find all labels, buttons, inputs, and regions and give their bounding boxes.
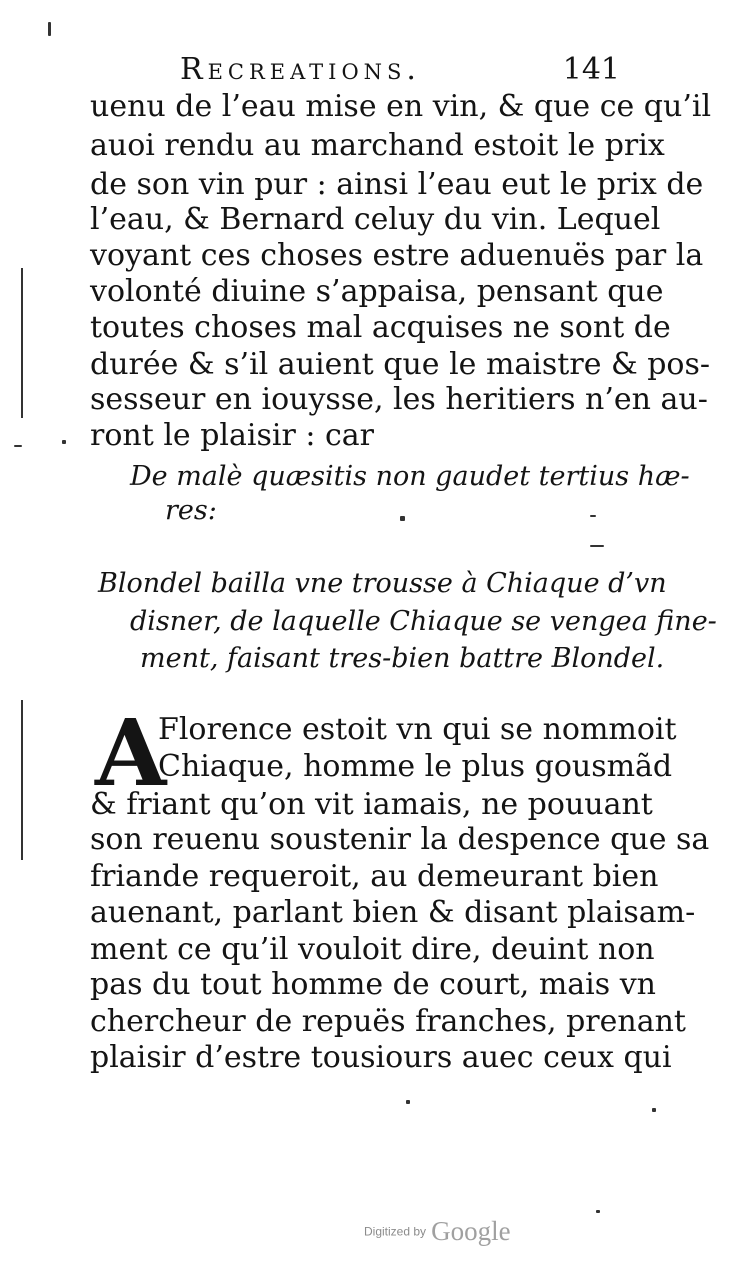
- scan-speck: [652, 1108, 656, 1112]
- text-line: ment ce qu’il vouloit dire, deuint non: [90, 932, 655, 967]
- text-line: volonté diuine s’appaisa, pensant que: [90, 274, 664, 309]
- latin-quote-line: De malè quæsitis non gaudet tertius hæ-: [130, 461, 690, 492]
- text-line: toutes choses mal acquises ne sont de: [90, 310, 671, 345]
- google-wordmark: Google: [431, 1216, 511, 1246]
- text-line: Chiaque, homme le plus gousmãd: [158, 749, 673, 784]
- chapter-heading-line: ment, faisant tres-bien battre Blondel.: [140, 643, 665, 674]
- digitization-watermark: [364, 1216, 511, 1247]
- page-number: 141: [562, 52, 620, 87]
- text-line: chercheur de repuës franches, prenant: [90, 1004, 686, 1039]
- text-line: Florence estoit vn qui se nommoit: [158, 712, 677, 747]
- digitized-label: Digitized by: [364, 1224, 427, 1239]
- text-line: l’eau, & Bernard celuy du vin. Lequel: [90, 202, 661, 237]
- text-line: de son vin pur : ainsi l’eau eut le prix de: [90, 167, 704, 202]
- running-head: [180, 52, 620, 92]
- running-title: Recreations.: [180, 52, 421, 87]
- scan-speck: [590, 515, 596, 517]
- text-line: ront le plaisir : car: [90, 418, 375, 453]
- scan-speck: [400, 516, 405, 521]
- scan-speck: [406, 1100, 410, 1104]
- text-line: uenu de l’eau mise en vin, & que ce qu’il: [90, 89, 712, 124]
- margin-rule: [21, 268, 23, 418]
- text-line: pas du tout homme de court, mais vn: [90, 967, 656, 1002]
- latin-quote-line: res:: [165, 495, 217, 526]
- text-line: auoi rendu au marchand estoit le prix: [90, 128, 665, 163]
- scan-speck: [590, 545, 604, 547]
- text-line: plaisir d’estre tousiours auec ceux qui: [90, 1040, 672, 1075]
- margin-rule: [21, 700, 23, 860]
- text-line: friande requeroit, au demeurant bien: [90, 859, 659, 894]
- chapter-heading-line: disner, de laquelle Chiaque se vengea fine-: [130, 606, 717, 637]
- scan-speck: [62, 440, 66, 444]
- text-line: sesseur en iouysse, les heritiers n’en au-: [90, 382, 708, 417]
- text-line: & friant qu’on vit iamais, ne pouuant: [90, 787, 653, 822]
- scan-speck: [14, 445, 22, 447]
- text-line: voyant ces choses estre aduenuës par la: [90, 238, 704, 273]
- text-line: auenant, parlant bien & disant plaisam-: [90, 895, 696, 930]
- drop-cap: A: [95, 699, 167, 807]
- chapter-heading-line: Blondel bailla vne trousse à Chiaque d’vn: [98, 568, 667, 599]
- scan-speck: [596, 1210, 600, 1213]
- text-line: durée & s’il auient que le maistre & pos-: [90, 347, 711, 382]
- scan-speck: [48, 22, 51, 36]
- text-line: son reuenu soustenir la despence que sa: [90, 822, 710, 857]
